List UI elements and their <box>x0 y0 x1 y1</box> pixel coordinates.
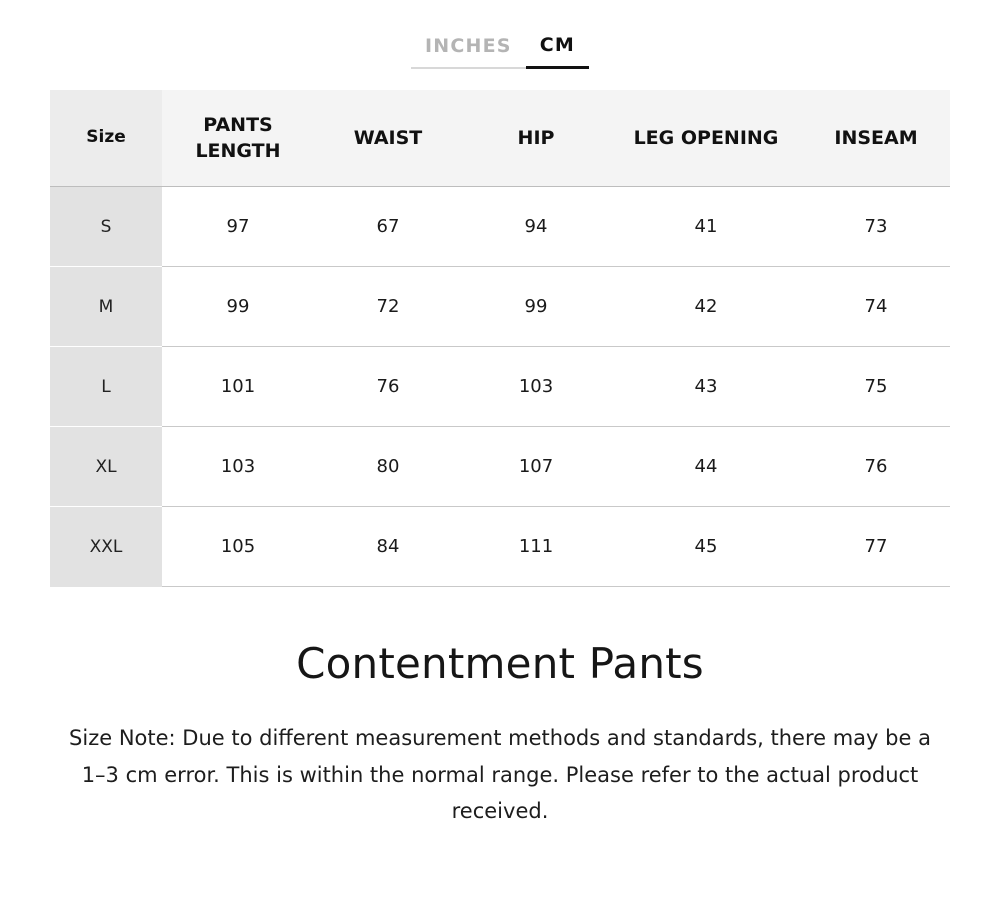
cell-inseam: 73 <box>802 187 950 267</box>
cell-hip: 103 <box>462 347 610 427</box>
cell-size: XL <box>50 427 162 507</box>
cell-waist: 84 <box>314 507 462 587</box>
table-row <box>50 427 950 507</box>
size-table-head <box>50 90 950 187</box>
cell-size: S <box>50 187 162 267</box>
table-header-row <box>50 90 950 187</box>
table-row <box>50 507 950 587</box>
size-note: Size Note: Due to different measurement methods and standards, there may be a 1–3 cm error. This is within the normal range. Please refer to the actual product received. <box>69 726 931 823</box>
size-table-body <box>50 187 950 587</box>
cell-leg-opening: 42 <box>610 267 802 347</box>
cell-waist: 72 <box>314 267 462 347</box>
page-title: Contentment Pants <box>296 639 704 689</box>
cell-hip: 94 <box>462 187 610 267</box>
header-pants-length: PANTS LENGTH <box>162 90 314 187</box>
cell-size: M <box>50 267 162 347</box>
cell-leg-opening: 41 <box>610 187 802 267</box>
cell-leg-opening: 45 <box>610 507 802 587</box>
cell-pants-length: 97 <box>162 187 314 267</box>
tab-inches[interactable]: INCHES <box>411 35 526 69</box>
cell-pants-length: 101 <box>162 347 314 427</box>
cell-inseam: 75 <box>802 347 950 427</box>
cell-hip: 107 <box>462 427 610 507</box>
cell-inseam: 76 <box>802 427 950 507</box>
size-table-wrapper <box>0 90 1000 587</box>
cell-pants-length: 105 <box>162 507 314 587</box>
cell-waist: 67 <box>314 187 462 267</box>
table-row <box>50 187 950 267</box>
cell-size: L <box>50 347 162 427</box>
header-waist: WAIST <box>314 90 462 187</box>
header-inseam: INSEAM <box>802 90 950 187</box>
cell-pants-length: 103 <box>162 427 314 507</box>
cell-inseam: 77 <box>802 507 950 587</box>
header-leg-opening: LEG OPENING <box>610 90 802 187</box>
size-table <box>50 90 950 587</box>
header-hip: HIP <box>462 90 610 187</box>
cell-size: XXL <box>50 507 162 587</box>
cell-inseam: 74 <box>802 267 950 347</box>
tab-cm[interactable]: CM <box>526 34 589 69</box>
cell-waist: 80 <box>314 427 462 507</box>
header-size: Size <box>50 90 162 187</box>
cell-leg-opening: 43 <box>610 347 802 427</box>
cell-hip: 111 <box>462 507 610 587</box>
cell-leg-opening: 44 <box>610 427 802 507</box>
cell-hip: 99 <box>462 267 610 347</box>
cell-pants-length: 99 <box>162 267 314 347</box>
cell-waist: 76 <box>314 347 462 427</box>
table-row <box>50 347 950 427</box>
table-row <box>50 267 950 347</box>
unit-toggle <box>0 0 1000 69</box>
